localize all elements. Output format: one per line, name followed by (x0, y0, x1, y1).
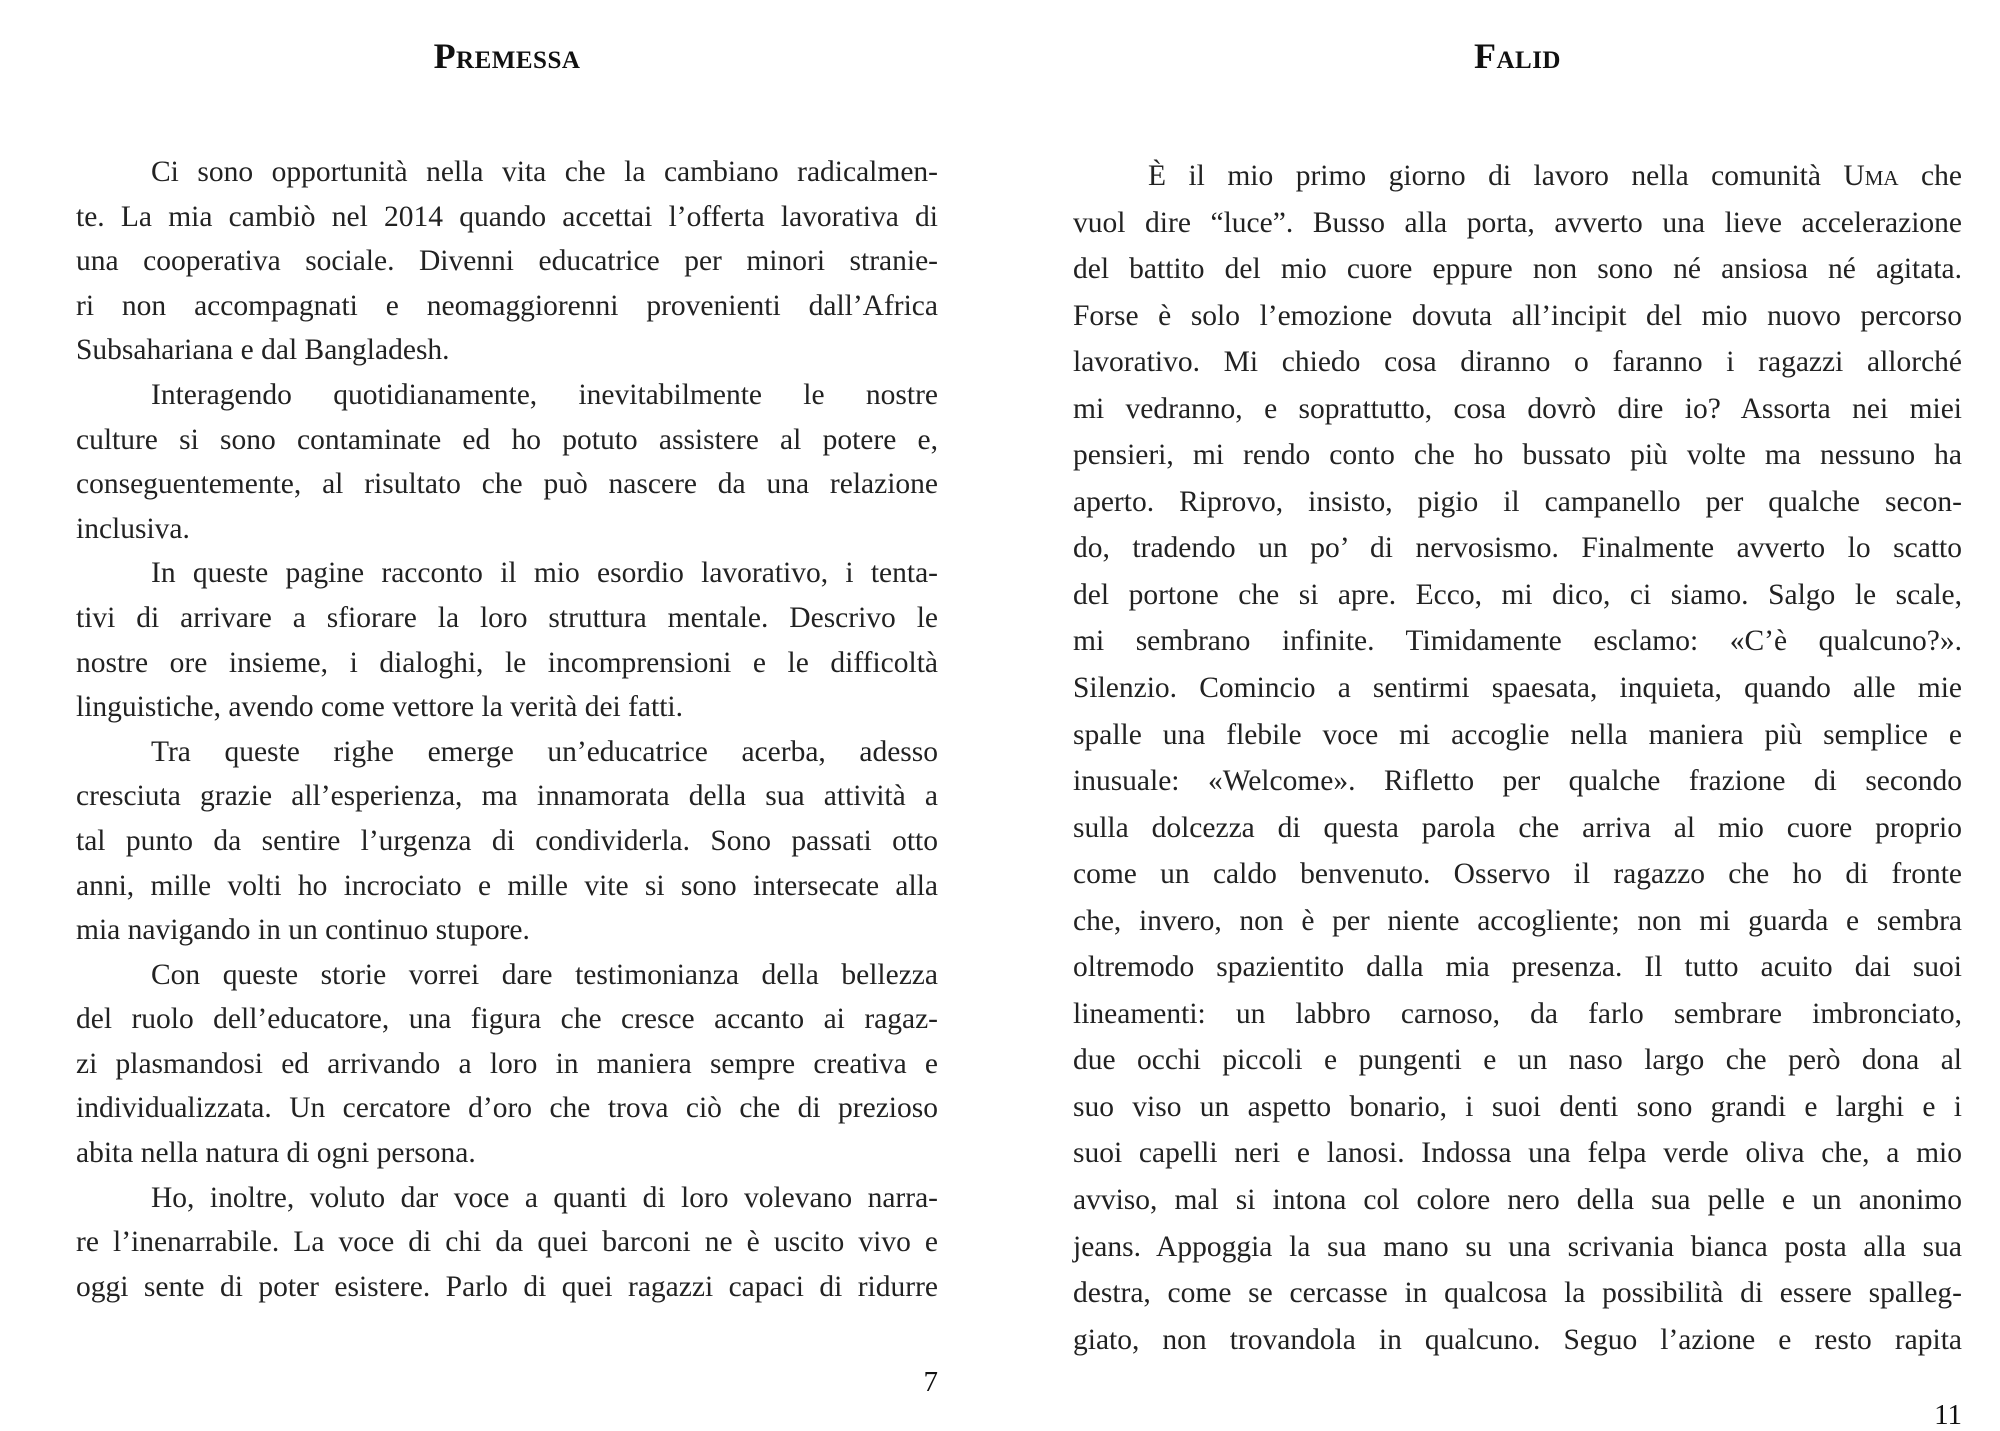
text-line: Forse è solo l’emozione dovuta all’incipit del mio nuovo percorso (1073, 299, 1962, 332)
text-line: che, invero, non è per niente accogliente; non mi guarda e sembra (1073, 904, 1962, 937)
text-line: conseguentemente, al risultato che può nascere da una relazione (76, 468, 938, 501)
text-line: Tra queste righe emerge un’educatrice acerba, adesso (151, 735, 938, 768)
text-line: due occhi piccoli e pungenti e un naso largo che però dona al (1073, 1044, 1962, 1077)
text-line: sulla dolcezza di questa parola che arriva al mio cuore proprio (1073, 811, 1962, 844)
text-line: oggi sente di poter esistere. Parlo di quei ragazzi capaci di ridurre (76, 1270, 938, 1303)
text-line: lineamenti: un labbro carnoso, da farlo sembrare imbronciato, (1073, 997, 1962, 1030)
text-line: cresciuta grazie all’esperienza, ma innamorata della sua attività a (76, 780, 938, 813)
page-number-right: 11 (1934, 1399, 1962, 1431)
text-line: avviso, mal si intona col colore nero della sua pelle e un anonimo (1073, 1184, 1962, 1217)
text-line: In queste pagine racconto il mio esordio lavorativo, i tenta- (151, 557, 938, 590)
text-line: del battito del mio cuore eppure non sono né ansiosa né agitata. (1073, 253, 1962, 286)
text-line: ri non accompagnati e neomaggiorenni provenienti dall’Africa (76, 289, 938, 322)
text-line: inclusiva. (76, 512, 190, 545)
text-line: culture si sono contaminate ed ho potuto assistere al potere e, (76, 423, 938, 456)
page-number-left: 7 (923, 1366, 938, 1398)
text-line: lavorativo. Mi chiedo cosa diranno o faranno i ragazzi allorché (1073, 346, 1962, 379)
text-line: Ci sono opportunità nella vita che la cambiano radicalmen- (151, 156, 938, 188)
right-page-body (1073, 153, 1962, 1363)
text-line: oltremodo spazientito dalla mia presenza. Il tutto acuito dai suoi (1073, 951, 1962, 984)
text-line (1073, 153, 1962, 200)
text-line: suoi capelli neri e lanosi. Indossa una felpa verde oliva che, a mio (1073, 1137, 1962, 1170)
chapter-title-premessa: Premessa (433, 36, 581, 76)
small-caps-name: Uma (1843, 160, 1899, 192)
text-line: inusuale: «Welcome». Rifletto per qualche frazione di secondo (1073, 765, 1962, 798)
text-line: mi vedranno, e soprattutto, cosa dovrò dire io? Assorta nei miei (1073, 392, 1962, 425)
text-line: giato, non trovandola in qualcuno. Seguo l’azione e resto rapita (1073, 1323, 1962, 1356)
text-line: spalle una flebile voce mi accoglie nella maniera più semplice e (1073, 718, 1962, 751)
left-page-body (76, 150, 938, 1309)
left-page (0, 0, 1000, 1425)
text-line: aperto. Riprovo, insisto, pigio il campanello per qualche secon- (1073, 485, 1962, 518)
text-line: tivi di arrivare a sfiorare la loro struttura mentale. Descrivo le (76, 601, 938, 634)
text-line: del portone che si apre. Ecco, mi dico, ci siamo. Salgo le scale, (1073, 578, 1962, 611)
text-line: zi plasmandosi ed arrivando a loro in maniera sempre creativa e (76, 1047, 938, 1080)
text-line: pensieri, mi rendo conto che ho bussato più volte ma nessuno ha (1073, 439, 1962, 472)
text-line: mi sembrano infinite. Timidamente esclamo: «C’è qualcuno?». (1073, 625, 1962, 658)
text-line: una cooperativa sociale. Divenni educatrice per minori stranie- (76, 245, 938, 278)
text-line: do, tradendo un po’ di nervosismo. Finalmente avverto lo scatto (1073, 532, 1962, 565)
text-line: te. La mia cambiò nel 2014 quando accettai l’offerta lavorativa di (76, 200, 938, 233)
text-line: Con queste storie vorrei dare testimonianza della bellezza (151, 958, 938, 991)
text-line: Silenzio. Comincio a sentirmi spaesata, inquieta, quando alle mie (1073, 672, 1962, 705)
text-line: come un caldo benvenuto. Osservo il ragazzo che ho di fronte (1073, 858, 1962, 891)
text-line: anni, mille volti ho incrociato e mille vite si sono intersecate alla (76, 869, 938, 902)
text-line: Subsahariana e dal Bangladesh. (76, 334, 450, 367)
text-segment: È il mio primo giorno di lavoro nella comunità (1148, 160, 1844, 192)
text-segment: che (1898, 160, 1962, 192)
text-line: re l’inenarrabile. La voce di chi da quei barconi ne è uscito vivo e (76, 1226, 938, 1259)
text-line: jeans. Appoggia la sua mano su una scrivania bianca posta alla sua (1073, 1230, 1962, 1263)
text-line: abita nella natura di ogni persona. (76, 1137, 476, 1170)
text-line: individualizzata. Un cercatore d’oro che trova ciò che di prezioso (76, 1092, 938, 1125)
text-line: mia navigando in un continuo stupore. (76, 914, 530, 947)
chapter-title-falid: Falid (1473, 36, 1561, 76)
text-line: nostre ore insieme, i dialoghi, le incomprensioni e le difficoltà (76, 646, 938, 679)
text-line: tal punto da sentire l’urgenza di condividerla. Sono passati otto (76, 824, 938, 857)
text-line: linguistiche, avendo come vettore la verità dei fatti. (76, 691, 683, 724)
text-line: destra, come se cercasse in qualcosa la possibilità di essere spalleg- (1073, 1277, 1962, 1310)
text-line: suo viso un aspetto bonario, i suoi denti sono grandi e larghi e i (1073, 1090, 1962, 1123)
text-line: vuol dire “luce”. Busso alla porta, avverto una lieve accelerazione (1073, 206, 1962, 239)
text-line: del ruolo dell’educatore, una figura che cresce accanto ai ragaz- (76, 1003, 938, 1036)
text-line: Ho, inoltre, voluto dar voce a quanti di loro volevano narra- (151, 1181, 938, 1214)
text-line: Interagendo quotidianamente, inevitabilmente le nostre (151, 378, 938, 411)
right-page (1000, 0, 2000, 1431)
